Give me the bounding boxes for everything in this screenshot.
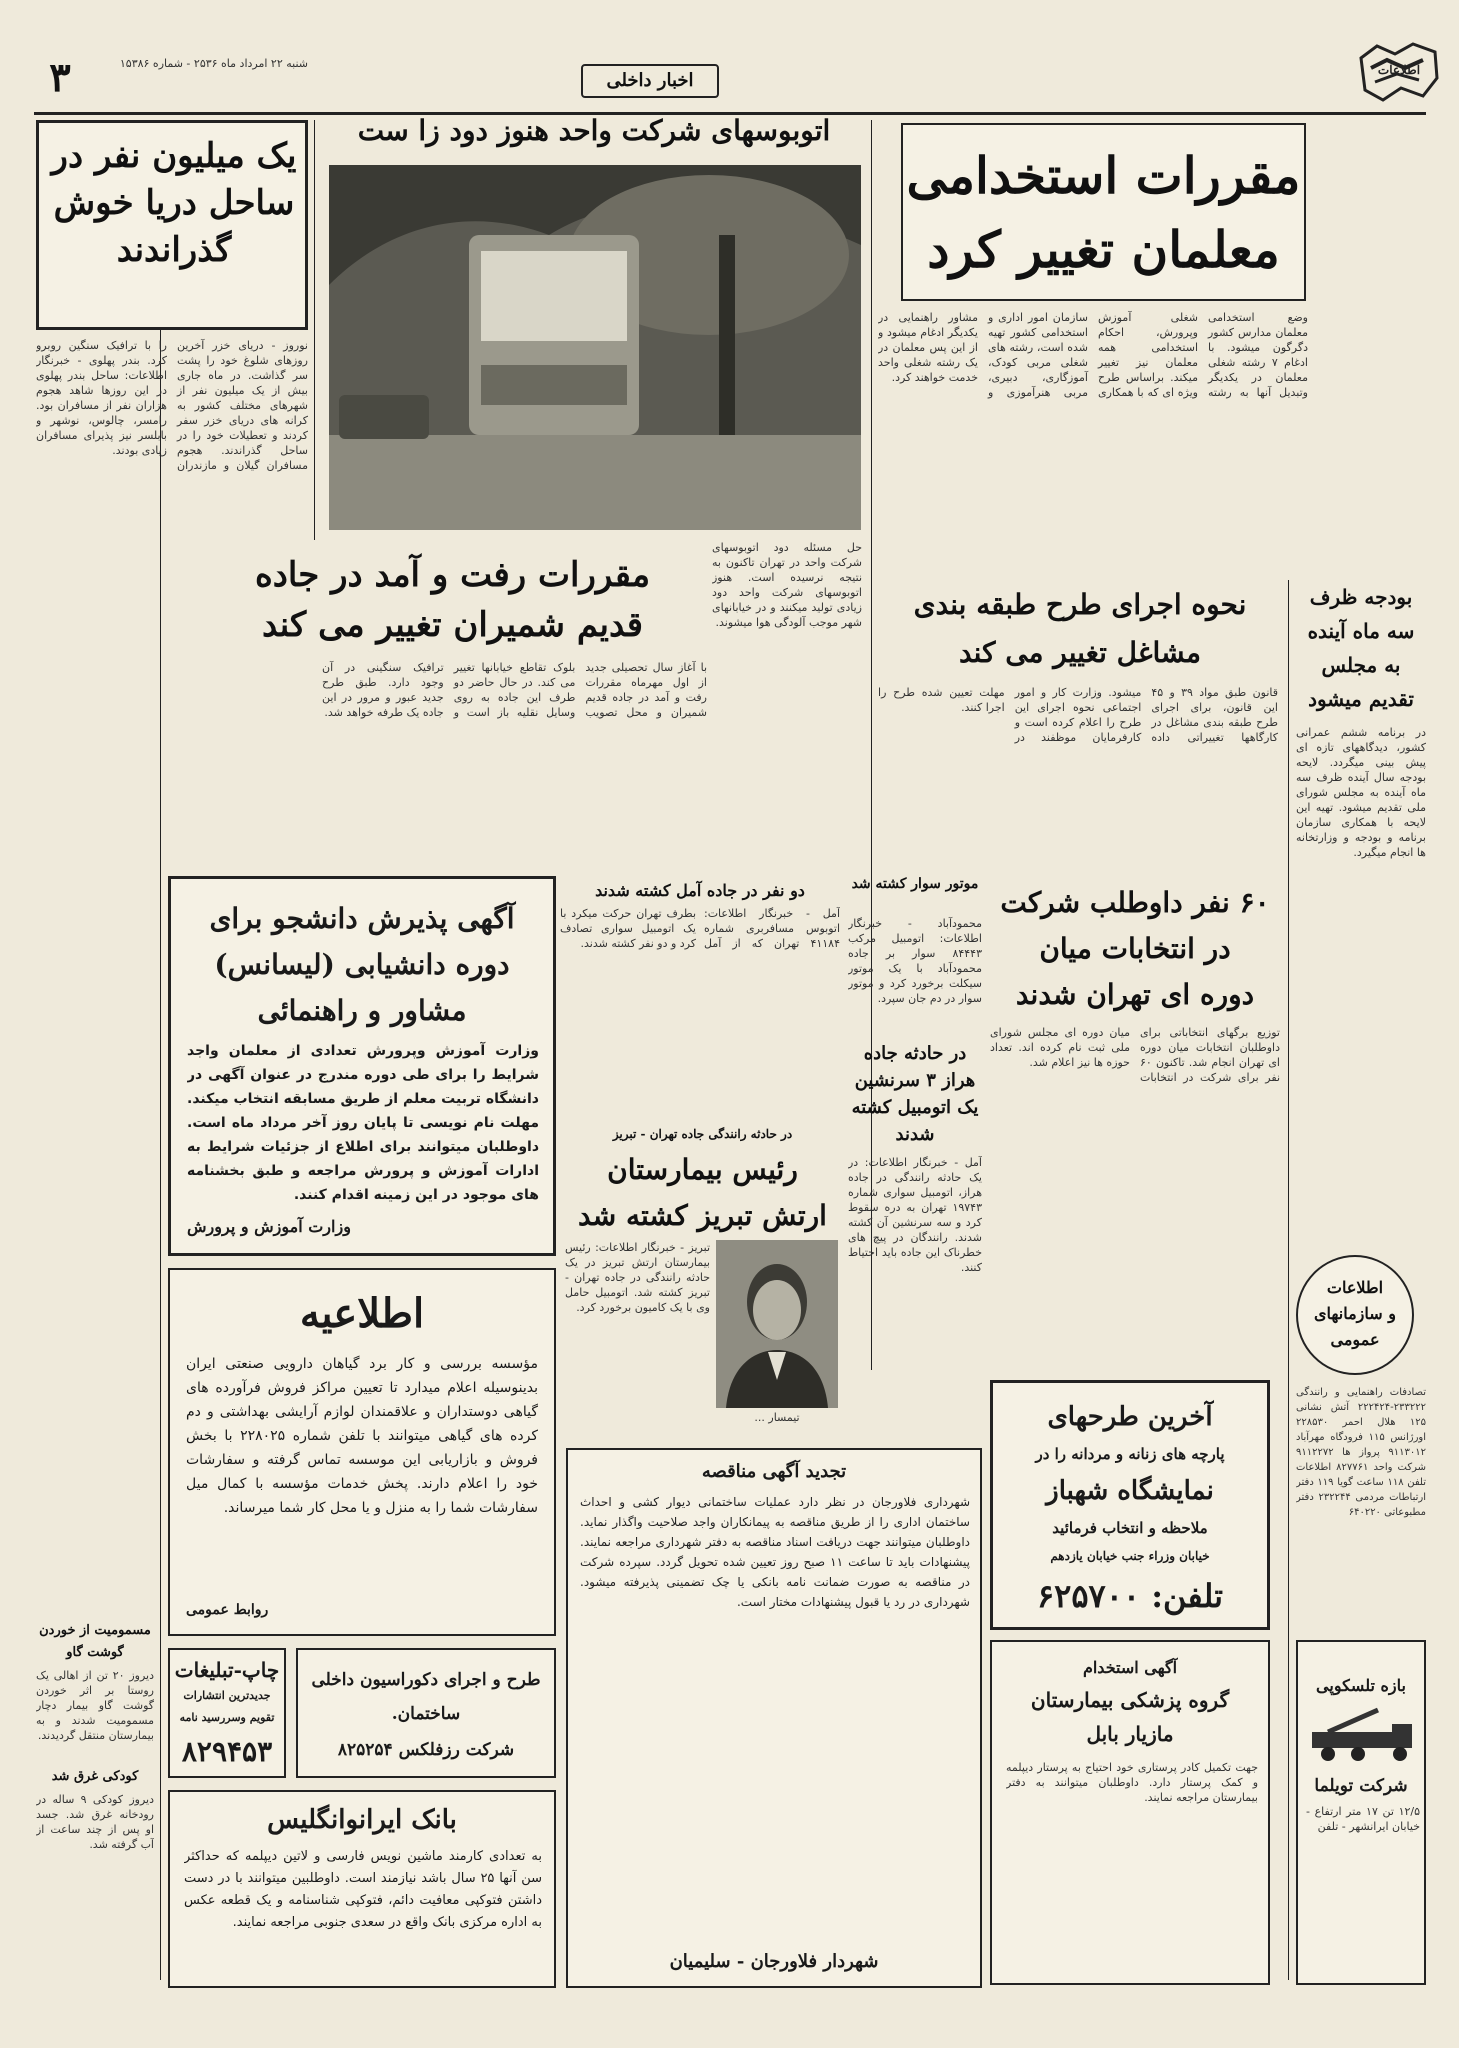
motorcycle-body: محمودآباد - خبرنگار اطلاعات: اتومبیل مرکب ۸۴۴۴۳ سوار بر جاده محمودآباد با یک موتور سیکلت برخورد کرد و موتور سوار در دم جان سپرد.	[848, 917, 982, 1005]
bank-body: به تعدادی کارمند ماشین نویس فارسی و لاتین دیپلمه که حداکثر سن آنها ۲۵ سال باشد نیازمند است. داوطلبین میتوانند با در دست داشتن فتوکپی معافیت دائم، فتوکپی شناسنامه و یک قطعه عکس به اداره مرکزی بانک واقع در سعدی جنوبی مراجعه نمایند.	[184, 1849, 542, 1930]
notice-signature: روابط عمومی	[186, 1602, 269, 1618]
column-divider	[314, 120, 315, 540]
page-number: ۳	[49, 56, 71, 101]
tender-title: تجدید آگهی مناقصه	[701, 1461, 847, 1482]
hospital-line-2: گروه پزشکی بیمارستان	[1030, 1688, 1230, 1712]
admission-signature: وزارت آموزش و پرورش	[187, 1217, 351, 1236]
column-divider	[1288, 580, 1289, 1980]
buses-headline: اتوبوسهای شرکت واحد هنوز دود زا ست	[357, 114, 831, 147]
notice-title: اطلاعیه	[299, 1290, 425, 1337]
fabric-line-1: آخرین طرحهای	[1047, 1402, 1213, 1432]
masthead-logo	[1357, 38, 1441, 108]
notice-body: مؤسسه بررسی و کار برد گیاهان دارویی صنعتی ایران بدینوسیله اعلام میدارد تا تعیین مراکز فروش فرآورده های گیاهی دوستداران و علاقمندان لوازم آرایشی بهداشتی و دم کرده های گیاهی میتوانند با تلفن شماره ۲۲۸۰۲۵ با بخش فروش و بازاریابی این موسسه تماس گرفته و سفارشات خود را اعلام دارند. پخش خدمات مؤسسه با کمال میل سفارشات شما را به منزل و یا محل کار شما میرساند.	[186, 1356, 538, 1516]
masthead-logo-text: اطلاعات	[1377, 63, 1421, 77]
admission-title-2: دوره دانشیابی (لیسانس)	[214, 948, 510, 981]
contacts-title-1: اطلاعات	[1326, 1278, 1384, 1297]
issue-date: شنبه ۲۲ امرداد ماه ۲۵۳۶ - شماره ۱۵۳۸۶	[119, 57, 308, 70]
hospital-line-3: مازیار بابل	[1086, 1722, 1174, 1746]
bank-ad	[168, 1790, 556, 1988]
shemiran-headline-2: قدیم شمیران تغییر می کند	[261, 605, 644, 645]
harraz-body: آمل - خبرنگار اطلاعات: در یک حادثه رانندگی در جاده هراز، اتومبیل سواری شماره ۱۹۷۴۳ تهران به دره سقوط کرد و سه سرنشین آن کشته شدند. رانندگان در پیچ های خطرناک این جاده باید احتیاط کنند.	[848, 1156, 982, 1274]
million-body: نوروز - دریای خزر آخرین روزهای شلوغ خود را پشت سر گذاشت. در ماه جاری بیش از یک میلیون نفر از شهرهای مختلف کشور به کرانه های دریای خزر سفر کردند و تعطیلات خود را در ساحل گذراندند. هجوم مسافران گیلان و مازندران را با ترافیک سنگین روبرو کرد. بندر پهلوی - خبرنگار اطلاعات: ساحل بندر پهلوی در این روزها شاهد هجوم هزاران نفر از مسافران بود. رامسر، چالوس، نوشهر و بابلسر نیز پذیرای مسافران زیادی بودند.	[36, 339, 308, 472]
fabric-line-5: خیابان وزراء جنب خیابان یازدهم	[1050, 1549, 1210, 1563]
classification-headline-2: مشاغل تغییر می کند	[958, 636, 1202, 669]
toyota-line-2: شرکت تویلما	[1314, 1776, 1408, 1796]
hospital-ad	[990, 1640, 1270, 1985]
crane-truck-icon	[1308, 1706, 1418, 1766]
million-headline-box	[36, 120, 308, 330]
tender-body: شهرداری فلاورجان در نظر دارد عملیات ساختمانی دیوار کشی و احداث ساختمان اداری را از طریق مناقصه به پیمانکاران واجد صلاحیت واگذار نماید. داوطلبان میتوانند جهت دریافت اسناد مناقصه به دفتر شهرداری مراجعه نمایند. پیشنهادات باید تا ساعت ۱۱ صبح روز تعیین شده تحویل گردد. سپرده شرکت در مناقصه به صورت ضمانت نامه بانکی یا چک تضمینی پذیرفته میشود. شهرداری در رد یا قبول پیشنهادات مختار است.	[580, 1495, 970, 1609]
admission-title-1: آگهی پذیرش دانشجو برای	[209, 902, 515, 935]
candidates-headline-2: در انتخابات میان	[1039, 932, 1231, 965]
drowning-headline: کودکی غرق شد	[51, 1769, 139, 1784]
drowning-body: دیروز کودکی ۹ ساله در رودخانه غرق شد. جسد او پس از چند ساعت از آب گرفته شد.	[36, 1793, 154, 1851]
buses-body: حل مسئله دود اتوبوسهای شرکت واحد در تهران تاکنون به نتیجه نرسیده است. هنوز اتوبوسهای شرکت واحد دود زیادی تولید میکنند و در خیابانهای شهر موجب آلودگی هوا میشوند.	[712, 541, 862, 629]
decoration-ad	[296, 1648, 556, 1778]
contacts-title-2: و سازمانهای	[1314, 1304, 1396, 1323]
contacts-body: تصادفات راهنمایی و رانندگی ۲۳۳۲۲۲-۲۲۲۴۲۴ آتش نشانی ۱۲۵ هلال احمر ۲۲۸۵۳۰ اورژانس ۱۱۵ فرودگاه مهرآباد ۹۱۱۳۰۱۲ پرواز ها ۹۱۱۲۲۷۲ شرکت واحد ۸۲۷۷۶۱ اطلاعات تلفن ۱۱۸ ساعت گویا ۱۱۹ دفتر ارتباطات مردمی ۲۳۲۲۴۴ دفتر مطبوعاتی ۶۴۰۲۲۰	[1296, 1387, 1426, 1518]
bank-title: بانک ایرانوانگلیس	[267, 1805, 457, 1835]
tender-signature: شهردار فلاورجان - سلیمیان	[669, 1951, 879, 1972]
print-ad-line: تقویم وسررسید نامه	[179, 1711, 275, 1724]
classification-headline-1: نحوه اجرای طرح طبقه بندی	[913, 588, 1247, 621]
decoration-line-3: شرکت رزفلکس ۸۲۵۲۵۴	[337, 1740, 515, 1760]
admission-title-3: مشاور و راهنمائی	[257, 994, 467, 1027]
print-ad-subtitle: جدیدترین انتشارات	[183, 1689, 271, 1702]
amol-body: آمل - خبرنگار اطلاعات: اتوبوس مسافربری شماره ۴۱۱۸۴ تهران که از آمل بطرف تهران حرکت میکرد با یک اتومبیل سواری تصادف کرد و دو نفر کشته شدند.	[560, 907, 840, 950]
fabric-line-2: پارچه های زنانه و مردانه را در	[1035, 1445, 1225, 1463]
motorcycle-headline: موتور سوار کشته شد	[851, 876, 979, 892]
column-divider	[160, 330, 161, 1980]
budget-headline: بودجه ظرف سه ماه آینده به مجلس تقدیم میشود	[1307, 585, 1415, 711]
contacts-title-3: عمومی	[1330, 1330, 1380, 1349]
tabriz-kicker: در حادثه رانندگی جاده تهران - تبریز	[612, 1127, 793, 1141]
teachers-body: وضع استخدامی معلمان مدارس کشور دگرگون میشود. با ادغام ۷ رشته شغلی معلمان در یکدیگر وتبدیل آنها به رشته شغلی آموزش وپرورش، احکام استخدامی همه معلمان نیز تغییر میکند. براساس طرح ویژه ای که با همکاری سازمان امور اداری و استخدامی کشور تهیه شده است، رشته های شغلی مربی کودک، آموزگاری، دبیری، مربی هنرآموزی و مشاور راهنمایی در یکدیگر ادغام میشود و از این پس معلمان در یک رشته شغلی واحد خدمت خواهند کرد.	[878, 311, 1308, 399]
shemiran-body: با آغاز سال تحصیلی جدید از اول مهرماه مقررات رفت و آمد در جاده قدیم شمیران و محل تصویب بلوک تقاطع خیابانها تغییر می کند. در حال حاضر دو طرف این جاده به روی وسایل نقلیه باز است و ترافیک سنگینی در آن وجود دارد. طبق طرح جدید عبور و مرور در این جاده یک طرفه خواهد شد.	[322, 661, 707, 719]
candidates-headline-3: دوره ای تهران شدند	[1015, 978, 1255, 1011]
print-ad-phone: ۸۲۹۴۵۳	[181, 1735, 273, 1768]
poisoning-body: دیروز ۲۰ تن از اهالی یک روستا بر اثر خوردن گوشت گاو بیمار دچار مسمومیت شدند و به بیمارستان منتقل گردیدند.	[36, 1669, 154, 1742]
section-label: اخبار داخلی	[581, 64, 719, 98]
toyota-line-1: بازه تلسکوپی	[1316, 1676, 1406, 1695]
notice-ad	[168, 1268, 556, 1636]
tabriz-portrait	[716, 1240, 838, 1408]
candidates-body: توزیع برگهای انتخاباتی برای داوطلبان انتخابات میان دوره ای تهران انجام شد. تاکنون ۶۰ نفر برای شرکت در انتخابات میان دوره ای مجلس شورای ملی ثبت نام کرده اند. تعداد حوزه ها نیز اعلام شد.	[990, 1026, 1280, 1084]
tabriz-headline-2: ارتش تبریز کشته شد	[578, 1199, 827, 1232]
fabric-ad	[990, 1380, 1270, 1630]
buses-photo	[329, 165, 861, 530]
amol-headline: دو نفر در جاده آمل کشته شدند	[595, 881, 805, 900]
contacts-box	[1296, 1255, 1414, 1375]
tender-ad	[566, 1448, 982, 1988]
teachers-headline-1: مقررات استخدامی	[906, 146, 1301, 205]
harraz-headline: در حادثه جاده هراز ۳ سرنشین یک اتومبیل کشته شدند	[851, 1043, 979, 1145]
budget-body: در برنامه ششم عمرانی کشور، دیدگاههای تازه ای پیش بینی میگردد. لایحه بودجه سال آینده ظرف سه ماه آینده به مجلس شورای ملی تقدیم میشود. تهیه این لایحه با همکاری سازمان برنامه و بودجه و وزارتخانه ها انجام میگیرد.	[1296, 726, 1426, 859]
masthead	[0, 0, 1459, 118]
teachers-headline-box	[901, 123, 1306, 301]
classification-body: قانون طبق مواد ۳۹ و ۴۵ این قانون، برای اجرای طرح طبقه بندی مشاغل در کارگاهها تغییراتی داده میشود. وزارت کار و امور اجتماعی نحوه اجرای این طرح را اعلام کرده است و کارفرمایان موظفند در مهلت تعیین شده طرح را اجرا کنند.	[878, 686, 1278, 744]
teachers-headline-2: معلمان تغییر کرد	[927, 220, 1280, 279]
hospital-line-1: آگهی استخدام	[1082, 1658, 1178, 1677]
fabric-phone: تلفن: ۶۲۵۷۰۰	[1036, 1577, 1224, 1615]
decoration-line-2: ساختمان.	[391, 1704, 461, 1724]
poisoning-headline: مسمومیت از خوردن گوشت گاو	[39, 1623, 151, 1660]
hospital-body: جهت تکمیل کادر پرستاری خود احتیاج به پرستار دیپلمه و کمک پرستار دارد. داوطلبان میتوانند به دفتر بیمارستان مراجعه نمایند.	[1006, 1761, 1258, 1804]
decoration-line-1: طرح و اجرای دکوراسیون داخلی	[311, 1670, 541, 1690]
admission-body: وزارت آموزش وپرورش تعدادی از معلمان واجد شرایط را برای طی دوره مندرج در عنوان آگهی در دانشگاه تربیت معلم از طریق مسابقه انتخاب میکند. مهلت نام نویسی تا پایان روز آخر مرداد ماه است. داوطلبان میتوانند برای اطلاع از جزئیات شرایط به ادارات آموزش و پرورش مراجعه و طبق بخشنامه های موجود در این زمینه اقدام کنند.	[187, 1043, 539, 1203]
print-ad	[168, 1648, 286, 1778]
toyota-body: ۱۲/۵ تن ۱۷ متر ارتفاع - خیابان ایرانشهر - تلفن	[1306, 1805, 1420, 1833]
fabric-line-3: نمایشگاه شهباز	[1046, 1476, 1214, 1506]
toyota-ad	[1296, 1640, 1426, 1985]
tabriz-headline-1: رئیس بیمارستان	[607, 1153, 798, 1186]
shemiran-headline-1: مقررات رفت و آمد در جاده	[254, 555, 651, 595]
tabriz-body: تبریز - خبرنگار اطلاعات: رئیس بیمارستان ارتش تبریز در یک حادثه رانندگی در جاده تهران - تبریز کشته شد. اتومبیل حامل وی با یک کامیون برخورد کرد.	[565, 1241, 710, 1314]
tabriz-caption: تیمسار ...	[754, 1411, 800, 1424]
million-headline: یک میلیون نفر در ساحل دریا خوش گذراندند	[51, 136, 297, 270]
admission-ad	[168, 876, 556, 1256]
print-ad-title: چاپ-تبلیغات	[174, 1658, 280, 1682]
candidates-headline-1: ۶۰ نفر داوطلب شرکت	[1000, 886, 1270, 919]
fabric-line-4: ملاحظه و انتخاب فرمائید	[1052, 1519, 1208, 1537]
